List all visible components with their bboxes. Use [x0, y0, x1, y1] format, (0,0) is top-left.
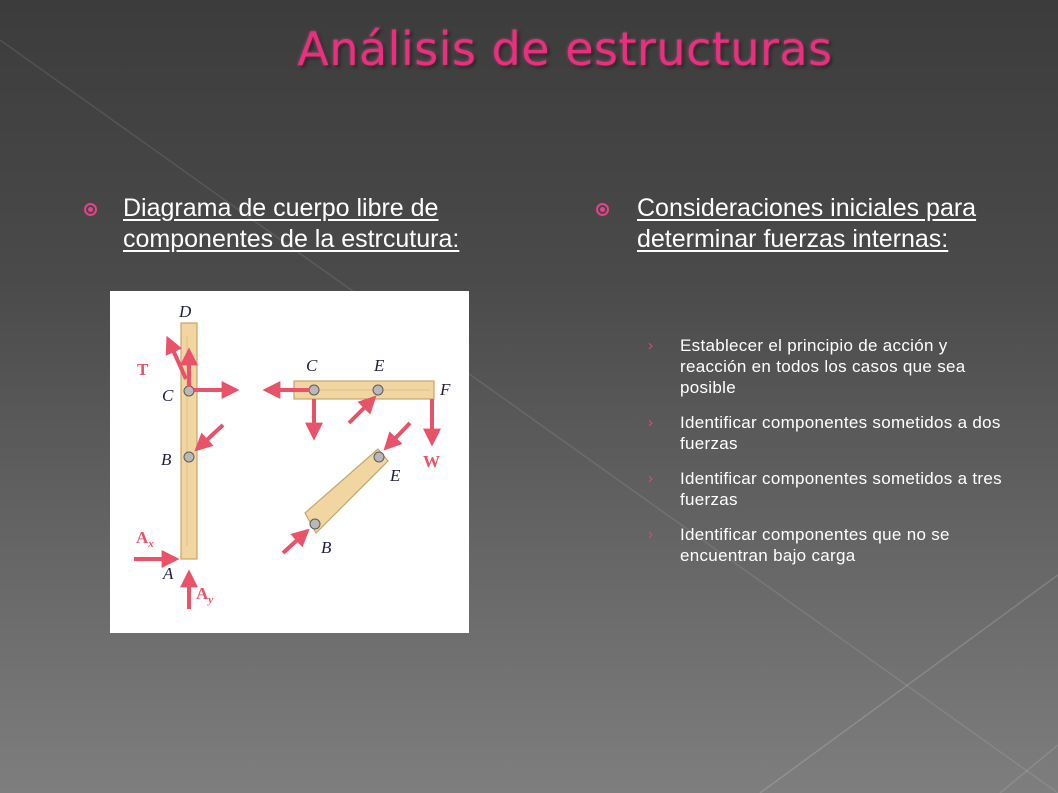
label-Ay: $A_y$ — [196, 584, 214, 606]
force-arrow-E-up — [349, 398, 374, 423]
list-item-text: Identificar componentes que no se encuentran bajo carga — [680, 525, 950, 565]
label-E-diag: E — [390, 466, 401, 485]
chevron-right-icon: › — [648, 337, 654, 354]
label-Ax: $A_x$ — [136, 528, 154, 550]
circle-bullet-icon — [596, 203, 609, 216]
force-arrow-B-diag — [283, 531, 307, 553]
list-item — [648, 335, 1018, 398]
list-item — [648, 468, 1018, 510]
label-B-left: B — [161, 450, 172, 469]
label-F: F — [440, 380, 451, 399]
label-C-left: C — [162, 386, 174, 405]
chevron-right-icon: › — [648, 526, 654, 543]
label-E-top: E — [374, 356, 385, 375]
chevron-right-icon: › — [648, 414, 654, 431]
list-item — [648, 412, 1018, 454]
free-body-diagram-svg — [110, 291, 469, 633]
circle-bullet-icon — [84, 203, 97, 216]
list-item-text: Identificar componentes sometidos a tres fuerzas — [680, 469, 1002, 509]
pins — [184, 385, 384, 529]
label-B-diag: B — [321, 538, 332, 557]
force-arrow-B — [197, 425, 223, 449]
label-T: T — [137, 360, 149, 379]
slide-title: Análisis de estructuras — [297, 22, 833, 76]
label-W: W — [423, 452, 440, 471]
chevron-right-icon: › — [648, 470, 654, 487]
free-body-diagram — [110, 291, 469, 633]
label-C-top: C — [306, 356, 318, 375]
force-arrows — [134, 339, 432, 609]
list-item — [648, 524, 1018, 566]
right-column-heading: Consideraciones iniciales para determinar fuerzas internas: — [637, 194, 977, 253]
label-A: A — [163, 564, 174, 583]
left-column-heading: Diagrama de cuerpo libre de componentes de la estrcutura: — [123, 194, 460, 253]
considerations-list — [648, 335, 1018, 580]
force-arrow-E-diag — [386, 423, 410, 448]
list-item-text: Identificar componentes sometidos a dos fuerzas — [680, 413, 1001, 453]
list-item-text: Establecer el principio de acción y reacción en todos los casos que sea posible — [680, 336, 966, 397]
label-D: D — [179, 302, 192, 321]
